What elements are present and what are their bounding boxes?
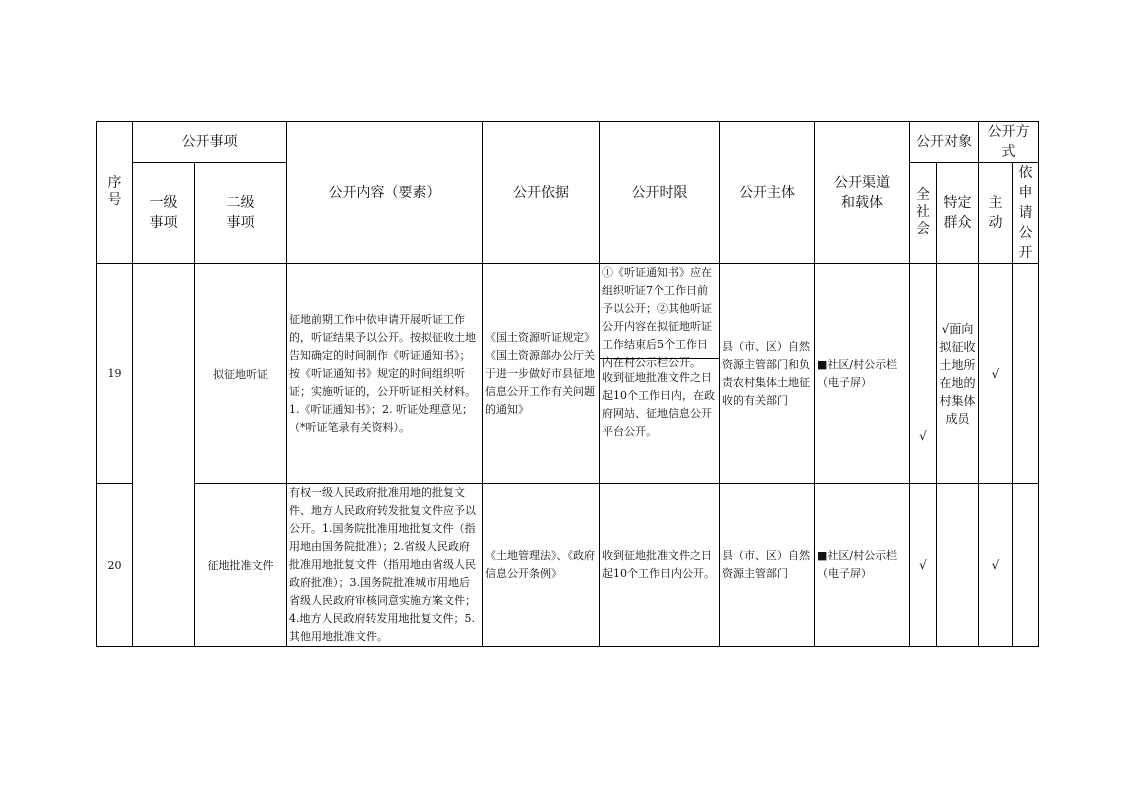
- header-target-specific: 特定 群众: [937, 163, 979, 264]
- row-subject: 县（市、区）自然资源主管部门: [720, 484, 815, 647]
- header-seq: [97, 122, 133, 264]
- disclosure-table: [96, 121, 1039, 647]
- header-target-all-text: 全社会: [916, 187, 930, 237]
- row-channel: ■社区/村公示栏（电子屏）: [815, 484, 910, 647]
- row-basis: 《土地管理法》、《政府信息公开条例》: [483, 484, 600, 647]
- row-time-limit-b: 收到征地批准文件之日起10个工作日内，在政府网站、征地信息公开平台公开。: [600, 358, 719, 459]
- row-level2: 征地批准文件: [195, 484, 287, 647]
- header-matter-group: 公开事项: [133, 122, 287, 163]
- header-subject: 公开主体: [720, 122, 815, 264]
- row-content: 征地前期工作中依申请开展听证工作的，听证结果予以公开。按拟征收土地告知确定的时间制作《听证通知书》；按《听证通知书》规定的时间组织听证；实施听证的，公开听证相关材料。1.《听证通知书》；2. 听证处理意见；（*听证笔录有关资料）。: [287, 264, 483, 484]
- row-level1-empty: [133, 264, 195, 647]
- header-content: 公开内容（要素）: [287, 122, 483, 264]
- header-basis: 公开依据: [483, 122, 600, 264]
- row-specific-target: √面向拟征收土地所在地的村集体成员: [937, 264, 979, 484]
- header-target-group: 公开对象: [910, 122, 979, 163]
- row-content: 有权一级人民政府批准用地的批复文件、地方人民政府转发批复文件应予以公开。1.国务院批准用地批复文件（指用地由国务院批准）；2.省级人民政府批准用地批复文件（指用地由省级人民政府批准）；3.国务院批准城市用地后省级人民政府审核同意实施方案文件；4.地方人民政府转发用地批复文件；5.其他用地批准文件。: [287, 484, 483, 647]
- row-active-mark: √: [979, 264, 1013, 484]
- header-method-apply: 依申请 公开: [1013, 163, 1039, 264]
- table-row: [97, 264, 1039, 484]
- row-subject: 县（市、区）自然资源主管部门和负责农村集体土地征收的有关部门: [720, 264, 815, 484]
- row-specific-empty: [937, 484, 979, 647]
- row-all-society-mark: √: [910, 264, 937, 484]
- header-seq-text: 序号: [107, 175, 122, 208]
- row-basis: 《国土资源听证规定》《国土资源部办公厅关于进一步做好市县征地信息公开工作有关问题的通知》: [483, 264, 600, 484]
- header-channel: 公开渠道 和载体: [815, 122, 910, 264]
- row-seq: 20: [97, 484, 133, 647]
- header-target-all: [910, 163, 937, 264]
- row-time-limit: [600, 264, 720, 484]
- row-level2: 拟征地听证: [195, 264, 287, 484]
- row-channel: ■社区/村公示栏（电子屏）: [815, 264, 910, 484]
- header-time-limit: 公开时限: [600, 122, 720, 264]
- row-all-society-mark: √: [910, 484, 937, 647]
- row-active-mark: √: [979, 484, 1013, 647]
- header-level2: 二级 事项: [195, 163, 287, 264]
- header-method-active: 主 动: [979, 163, 1013, 264]
- header-row-1: [97, 122, 1039, 163]
- header-method-group: 公开方式: [979, 122, 1039, 163]
- row-time-limit-a: ①《听证通知书》应在组织听证7个工作日前予以公开；②其他听证公开内容在拟征地听证工作结束后5个工作日内在村公示栏公开。: [602, 266, 712, 369]
- header-level1: 一级 事项: [133, 163, 195, 264]
- row-apply-empty: [1013, 264, 1039, 484]
- table-row: [97, 484, 1039, 647]
- row-seq: 19: [97, 264, 133, 484]
- row-time-limit: 收到征地批准文件之日起10个工作日内公开。: [600, 484, 720, 647]
- row-apply-empty: [1013, 484, 1039, 647]
